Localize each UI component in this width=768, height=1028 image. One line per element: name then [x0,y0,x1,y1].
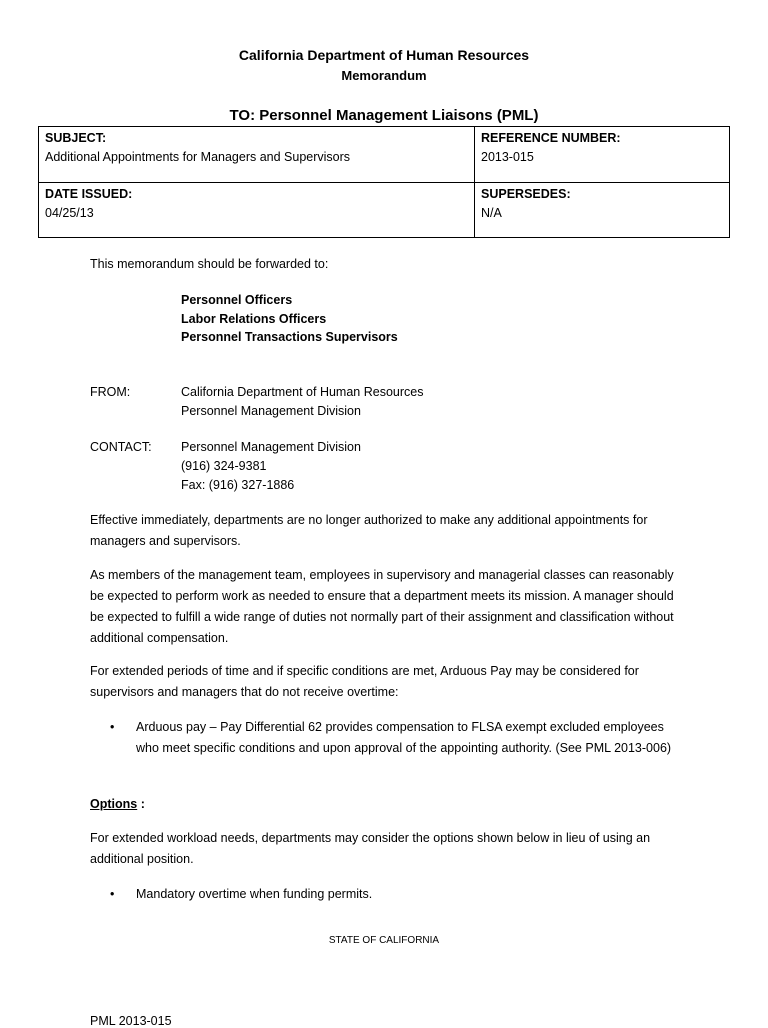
header-table [38,126,730,238]
reference-label: REFERENCE NUMBER: [481,131,621,145]
to-line: TO: Personnel Management Liaisons (PML) [229,107,539,124]
org-title: California Department of Human Resources [238,47,530,63]
date-value: 04/25/13 [45,206,94,220]
reference-cell [475,127,729,183]
date-cell [39,183,475,237]
contact-fax: Fax: (916) 327-1886 [181,478,295,492]
contact-line: Personnel Management Division [181,440,361,454]
supersedes-cell [475,183,729,237]
supersedes-label: SUPERSEDES: [481,187,571,201]
paragraph: For extended workload needs, departments may consider the options shown below in lieu of using an additional position. [90,831,651,866]
footer-pml: PML 2013-015 [90,1014,172,1028]
paragraph: As members of the management team, employees in supervisory and managerial classes can reasonably be expected to perform work as needed to ensure that a department meets its mission. A manager should be expected to fulfill a wide range of duties not normally part of their assignment and classification without additional compensation. [90,568,674,645]
options-heading [90,795,145,814]
bullet-icon: • [110,887,115,901]
options-label: Options [90,797,138,811]
contact-label: CONTACT: [90,440,152,454]
recipient-item: Labor Relations Officers [181,312,327,326]
subject-cell [39,127,475,183]
from-label: FROM: [90,385,131,399]
recipient-item: Personnel Officers [181,293,293,307]
list-item-text: Arduous pay – Pay Differential 62 provides compensation to FLSA exempt excluded employees who meet specific conditions and upon approval of the appointing authority. (See PML 2013-006) [136,720,672,755]
subject-value: Additional Appointments for Managers and Supervisors [45,150,351,164]
reference-value: 2013-015 [481,150,534,164]
contact-phone: (916) 324-9381 [181,459,267,473]
list-item-text: Mandatory overtime when funding permits. [136,887,373,901]
supersedes-value: N/A [481,206,502,220]
footer-state: STATE OF CALIFORNIA [328,935,440,946]
from-line: Personnel Management Division [181,404,361,418]
bullet-icon: • [110,720,115,734]
doc-type: Memorandum [341,68,427,83]
date-label: DATE ISSUED: [45,187,133,201]
forward-intro: This memorandum should be forwarded to: [90,257,329,271]
subject-label: SUBJECT: [45,131,107,145]
paragraph: Effective immediately, departments are no longer authorized to make any additional appointments for managers and supervisors. [90,513,648,548]
from-line: California Department of Human Resources [181,385,424,399]
options-colon: : [137,797,145,811]
recipient-item: Personnel Transactions Supervisors [181,330,398,344]
paragraph: For extended periods of time and if specific conditions are met, Arduous Pay may be considered for supervisors and managers that do not receive overtime: [90,664,639,699]
